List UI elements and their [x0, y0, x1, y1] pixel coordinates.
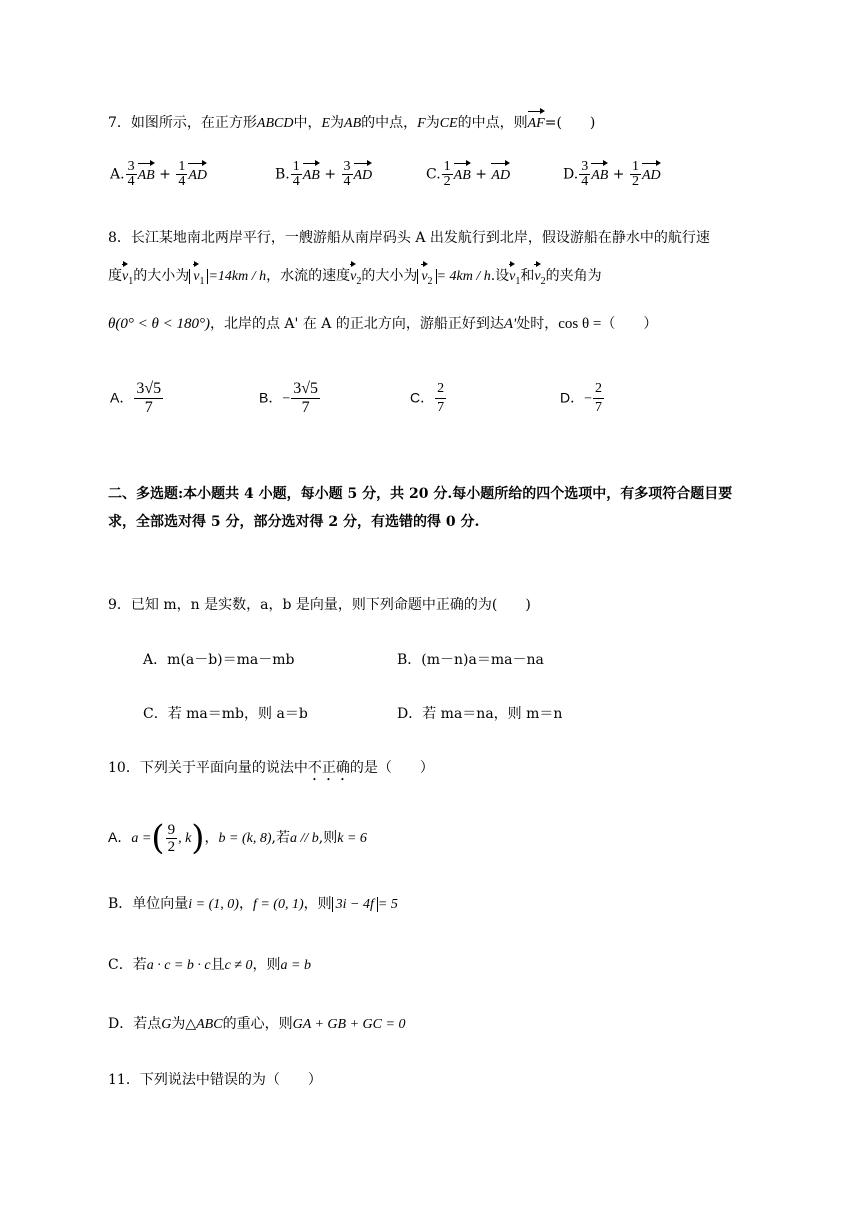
q7-option-a: A. $\frac{3}{4}$ AB + $\frac{1}{4}$ AD: [110, 159, 207, 189]
q10-option-d: D．若点G为△ABC的重心，则GA + GB + GC = 0: [108, 1016, 406, 1032]
q9-option-b: B．(m－n)a＝ma－na: [397, 652, 544, 668]
q8-option-c: C． $\frac{2}{7}$: [410, 381, 445, 415]
q8-option-a: A． $\frac{3√5}{7}$: [110, 380, 162, 416]
q10-option-c: C．若a · c = b · c且c ≠ 0，则a = b: [108, 957, 311, 973]
q10-stem: 10．下列关于平面向量的说法中不正确的是（ ）: [108, 760, 434, 776]
section-2-heading-line-2: 求，全部选对得 5 分，部分选对得 2 分，有选错的得 0 分.: [108, 514, 480, 530]
q8-line-3: θ(0° < θ < 180°)，北岸的点 A' 在 A 的正北方向，游船正好到达A'处时，cos θ =（ ）: [108, 316, 658, 332]
vector-af: AF: [528, 114, 545, 134]
q7-option-b: B. $\frac{1}{4}$ AB + $\frac{3}{4}$ AD: [275, 159, 373, 189]
q9-option-a: A．m(a－b)＝ma－mb: [143, 652, 295, 668]
q10-option-b: B．单位向量i = (1, 0)，f = (0, 1)，则 3i − 4f = 5: [108, 896, 398, 912]
q7-stem: 7．如图所示，在正方形ABCD中，E为AB的中点，F为CE的中点，则AF=( ): [108, 113, 595, 134]
q11-stem: 11．下列说法中错误的为（ ）: [108, 1072, 322, 1088]
q9-option-d: D．若 ma＝na，则 m＝n: [397, 706, 563, 722]
q8-option-d: D．− $\frac{2}{7}$: [560, 381, 603, 415]
q9-stem: 9．已知 m，n 是实数，a，b 是向量，则下列命题中正确的为( ): [108, 597, 531, 613]
q7-option-d: D. $\frac{3}{4}$ AB + $\frac{1}{2}$ AD: [563, 159, 661, 189]
q9-option-c: C．若 ma＝mb，则 a＝b: [143, 706, 308, 722]
q10-option-a: A．a =( $\frac{9}{2}$ , k)，b = (k, 8),若a // b,则k = 6: [108, 818, 367, 858]
q8-option-b: B．− $\frac{3√5}{7}$: [259, 380, 319, 416]
q8-line-1: 8．长江某地南北两岸平行，一艘游船从南岸码头 A 出发航行到北岸，假设游船在静水中的航行速: [108, 230, 710, 246]
q8-line-2: 度$v_1$的大小为 $v_1 =14km / h$，水流的速度$v_2$的大小为 $v_2 = 4km / h$.设$v_1$和$v_2$的夹角为: [108, 268, 602, 287]
emphasis-not-correct: 不正确: [307, 760, 350, 776]
q7-option-c: C. $\frac{1}{2}$ AB + AD: [426, 159, 511, 189]
section-2-heading-line-1: 二、多选题:本小题共 4 小题，每小题 5 分，共 20 分.每小题所给的四个选项中，有多项符合题目要: [108, 486, 733, 502]
